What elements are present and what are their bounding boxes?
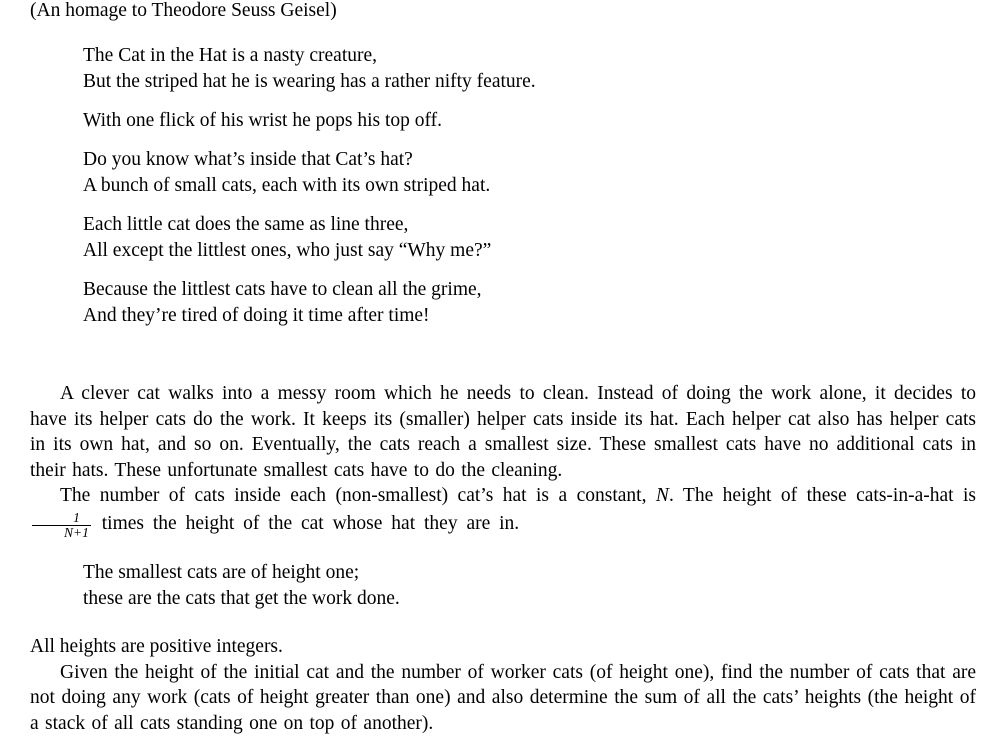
- poem-block: [30, 43, 976, 329]
- poem-line: All except the littlest ones, who just say “Why me?”: [83, 240, 492, 262]
- body-paragraph-2: [30, 483, 977, 541]
- poem-stanza-3: [83, 147, 976, 199]
- poem-stanza-4: [83, 212, 976, 264]
- poem-line: Because the littlest cats have to clean all the grime,: [83, 279, 482, 301]
- verse-line: these are the cats that get the work done.: [83, 588, 400, 610]
- fraction-denominator: N+1: [32, 525, 91, 540]
- poem-line: Do you know what’s inside that Cat’s hat?: [83, 149, 413, 171]
- paragraph-2-part-1: The number of cats inside each (non-smallest) cat’s hat is a constant,: [60, 485, 647, 507]
- spacer: [30, 21, 976, 43]
- spacer: [83, 199, 976, 212]
- spacer: [30, 612, 976, 634]
- body-paragraph-3: All heights are positive integers.: [30, 636, 283, 658]
- spacer: [83, 134, 976, 147]
- poem-line: A bunch of small cats, each with its own striped hat.: [83, 175, 491, 197]
- poem-stanza-2: [83, 108, 976, 134]
- poem-line: But the striped hat he is wearing has a rather nifty feature.: [83, 71, 536, 93]
- poem-line: With one flick of his wrist he pops his top off.: [83, 110, 443, 132]
- poem-line: The Cat in the Hat is a nasty creature,: [83, 45, 378, 67]
- poem-line: Each little cat does the same as line three,: [83, 214, 409, 236]
- verse-block-2: [30, 560, 976, 612]
- fraction-one-over-n-plus-one: [32, 511, 91, 540]
- constant-variable-n: N: [655, 485, 669, 507]
- paragraph-2-part-3: times the height of the cat whose hat they are in.: [101, 513, 520, 535]
- spacer: [30, 538, 976, 560]
- fraction-numerator: 1: [73, 509, 80, 525]
- spacer: [83, 95, 976, 108]
- poem-line: And they’re tired of doing it time after time!: [83, 305, 430, 327]
- spacer: [30, 359, 976, 381]
- paragraph-2-part-2: . The height of these cats-in-a-hat is: [668, 485, 977, 507]
- spacer: [83, 264, 976, 277]
- attribution-line: (An homage to Theodore Seuss Geisel): [30, 0, 337, 21]
- verse-line: The smallest cats are of height one;: [83, 562, 360, 584]
- body-paragraph-1: A clever cat walks into a messy room which he needs to clean. Instead of doing the work alone, it decides to have its helper cats do the work. It keeps its (smaller) helper cats inside its hat. Each helper cat also has helper cats in its own hat, and so on. Eventually, the cats reach a smallest size. These smallest cats have no additional cats in their hats. These unfortunate smallest cats have to do the cleaning.: [30, 383, 976, 481]
- body-paragraph-4: Given the height of the initial cat and the number of worker cats (of height one), find the number of cats that are not doing any work (cats of height greater than one) and also determine the sum of all the cats’ heights (the height of a stack of all cats standing one on top of another).: [30, 661, 976, 734]
- poem-stanza-5: [83, 277, 976, 329]
- spacer: [30, 329, 976, 359]
- poem-stanza-1: [83, 43, 976, 95]
